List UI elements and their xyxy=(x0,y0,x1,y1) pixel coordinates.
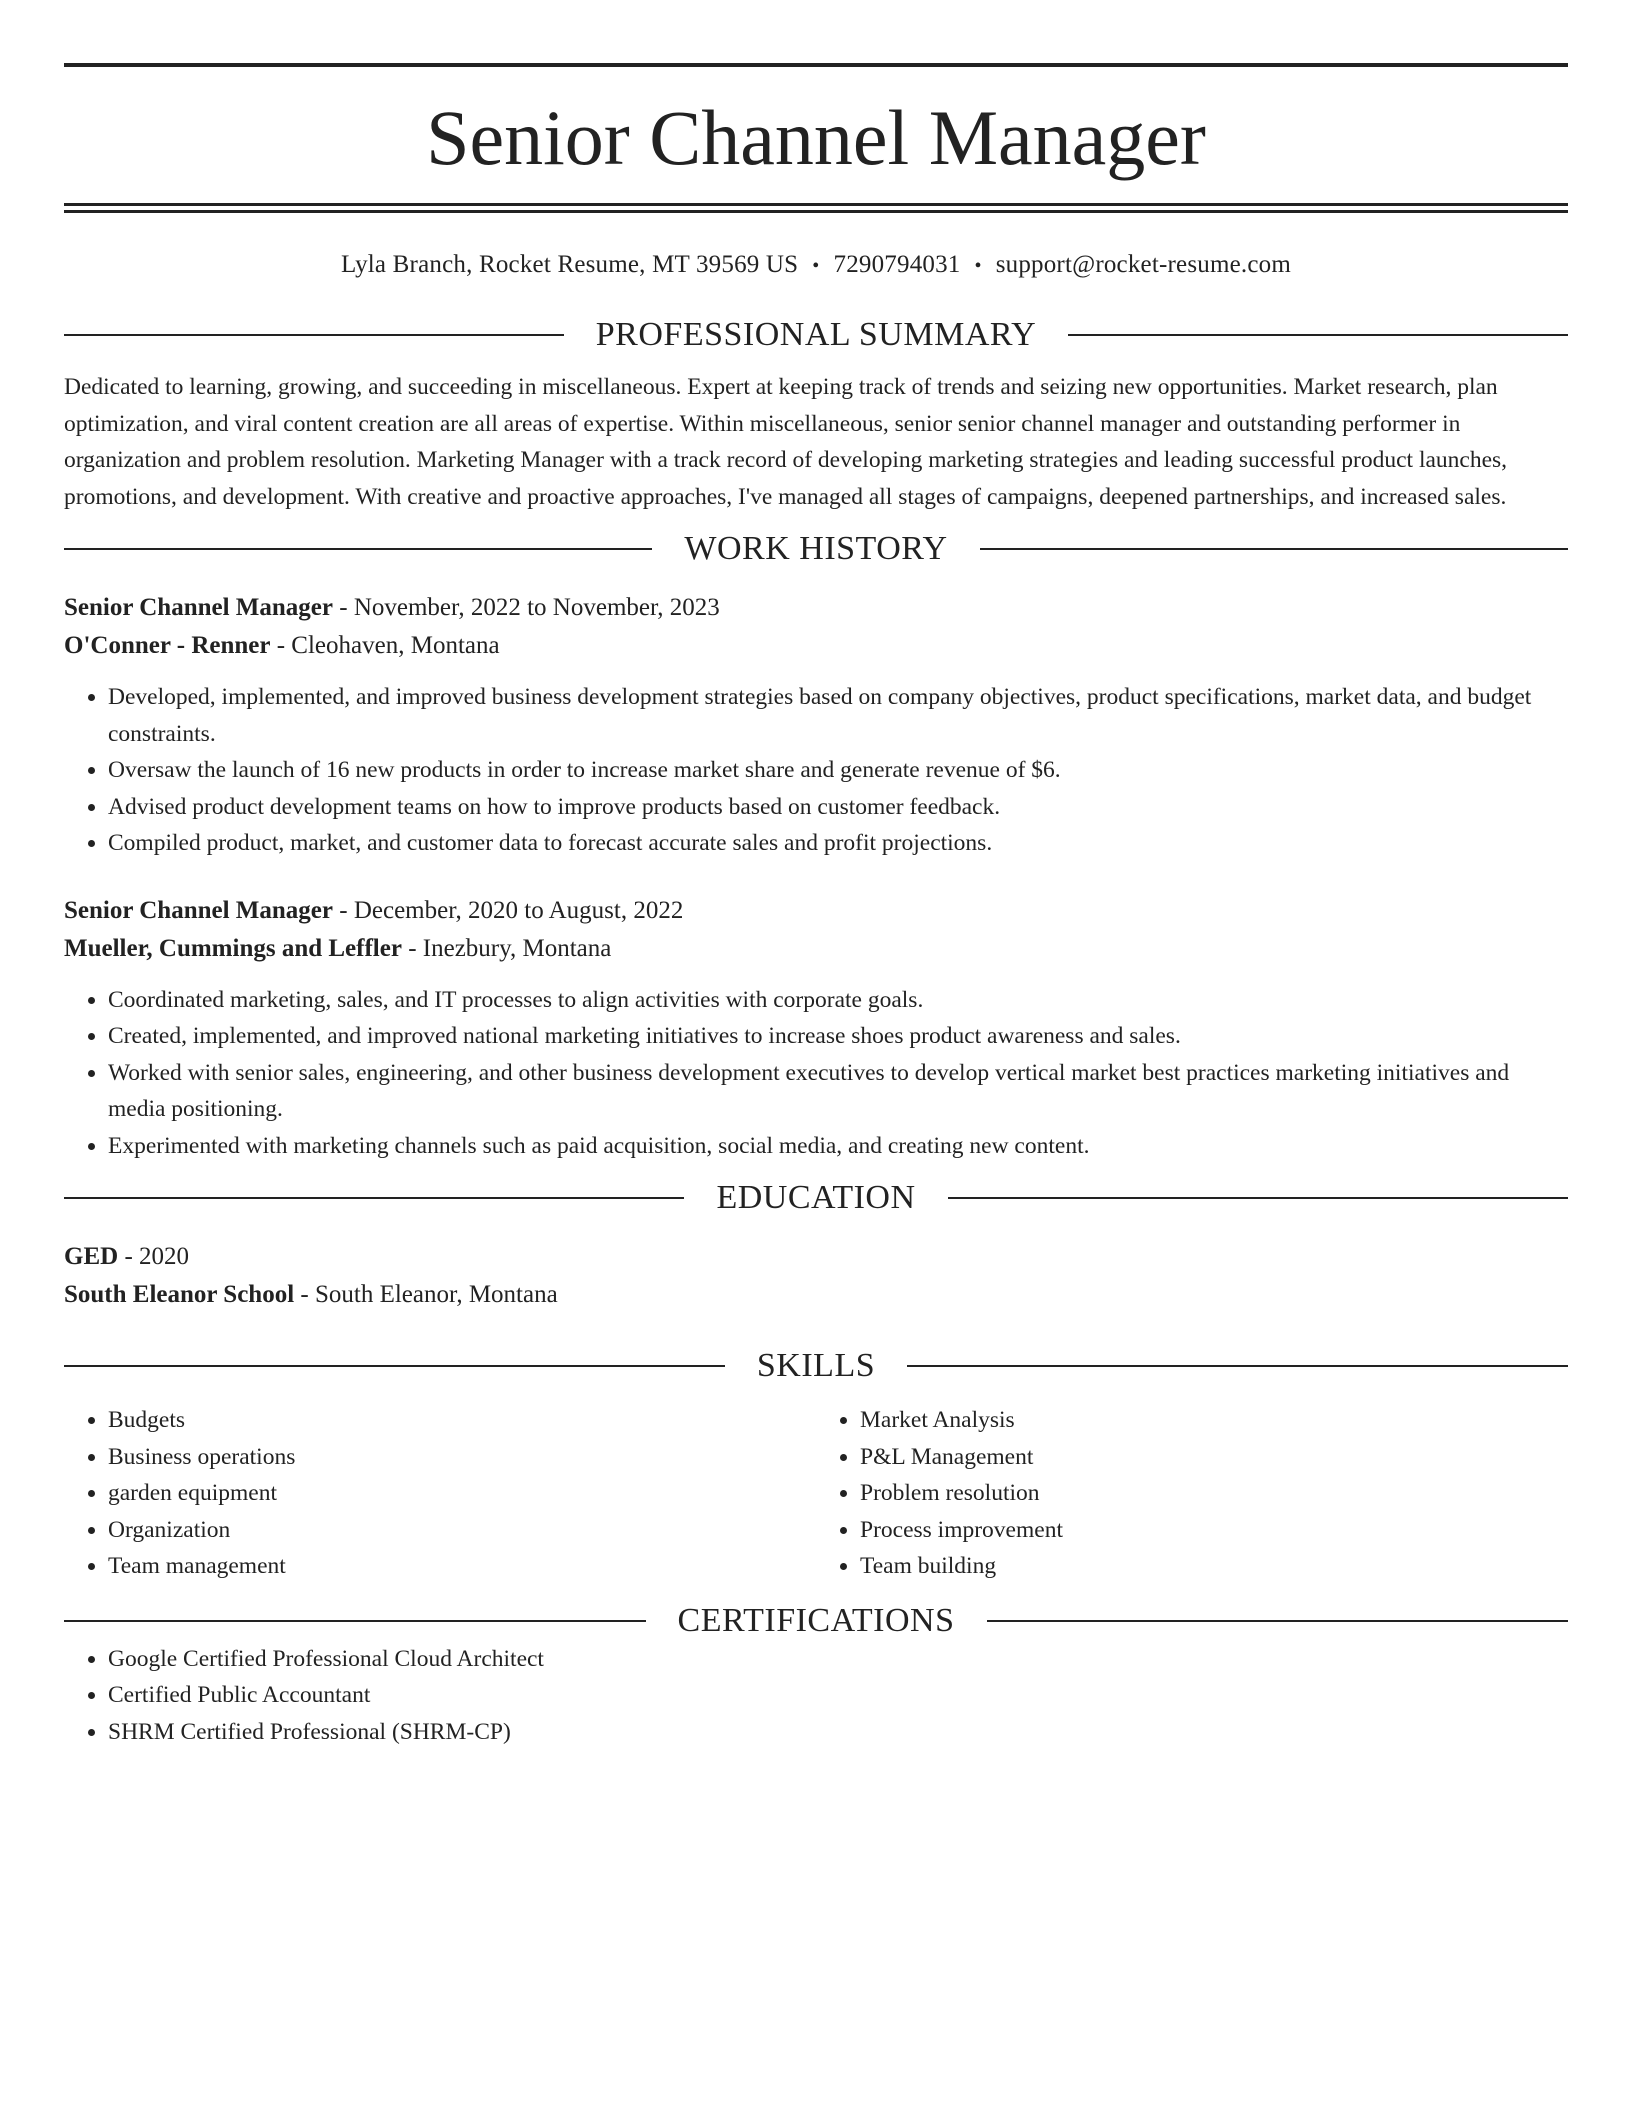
summary-heading xyxy=(64,315,1568,355)
contact-address: Lyla Branch, Rocket Resume, MT 39569 US xyxy=(341,251,799,278)
job-bullet: • Coordinated marketing, sales, and IT processes to align activities with corporate goals. xyxy=(108,982,1568,1019)
summary-heading-label: PROFESSIONAL SUMMARY xyxy=(595,316,1037,353)
job-role: Senior Channel Manager xyxy=(64,594,333,621)
certifications-heading-label: CERTIFICATIONS xyxy=(677,1601,955,1639)
heading-rule-right xyxy=(907,1365,1568,1367)
job-location: - Inezbury, Montana xyxy=(401,934,612,962)
contact-phone: 7290794031 xyxy=(833,251,961,278)
skill-item: • Team building xyxy=(860,1548,1568,1585)
contact-email: support@rocket-resume.com xyxy=(995,251,1291,278)
heading-rule-left xyxy=(64,334,564,336)
education-school: South Eleanor School xyxy=(64,1281,295,1308)
certification-item: • Certified Public Accountant xyxy=(108,1677,1568,1714)
certifications-list xyxy=(64,1641,1568,1751)
page-title: Senior Channel Manager xyxy=(426,94,1206,181)
job-company-line xyxy=(64,930,1568,968)
skill-item: • Team management xyxy=(108,1548,816,1585)
skills-column-left xyxy=(64,1402,816,1585)
job-bullet: • Compiled product, market, and customer data to forecast accurate sales and profit projections. xyxy=(108,825,1568,862)
work-history-heading xyxy=(64,529,1568,569)
skill-item: • Business operations xyxy=(108,1439,816,1476)
job-dates: - November, 2022 to November, 2023 xyxy=(333,594,720,621)
skill-item: • garden equipment xyxy=(108,1475,816,1512)
skill-item: • Problem resolution xyxy=(860,1475,1568,1512)
heading-rule-right xyxy=(1068,334,1568,336)
heading-rule-left xyxy=(64,1620,646,1622)
heading-rule-right xyxy=(948,1197,1568,1199)
heading-rule-right xyxy=(980,548,1568,550)
job-company: Mueller, Cummings and Leffler xyxy=(64,934,402,962)
top-rule xyxy=(64,63,1568,67)
summary-text: Dedicated to learning, growing, and succeeding in miscellaneous. Expert at keeping track of trends and seizing new opportunities. Market research, plan optimization, and viral content creation are all areas of expertise. Within miscellaneous, senior senior channel manager and outstanding performer in organization and problem resolution. Marketing Manager with a track record of developing marketing strategies and leading successful product launches, promotions, and development. With creative and proactive approaches, I've managed all stages of campaigns, deepened partnerships, and increased sales. xyxy=(64,374,1508,510)
job-bullets xyxy=(64,982,1568,1165)
job-company-line xyxy=(64,627,1568,665)
job-bullet: • Developed, implemented, and improved business development strategies based on company objectives, product specifications, market data, and budget constraints. xyxy=(108,679,1568,752)
education-degree: GED xyxy=(64,1243,119,1270)
education-location: - South Eleanor, Montana xyxy=(294,1281,558,1308)
job-role: Senior Channel Manager xyxy=(64,896,333,924)
education-heading xyxy=(64,1178,1568,1218)
education-heading-label: EDUCATION xyxy=(716,1179,916,1216)
skill-item: • Market Analysis xyxy=(860,1402,1568,1439)
skills-list xyxy=(64,1402,1568,1585)
job-dates: - December, 2020 to August, 2022 xyxy=(333,896,684,924)
job-bullet: • Advised product development teams on how to improve products based on customer feedback. xyxy=(108,789,1568,826)
contact-line xyxy=(64,249,1568,281)
education-school-line xyxy=(64,1276,1568,1314)
contact-separator: • xyxy=(974,255,982,277)
education-entry xyxy=(64,1238,1568,1314)
contact-separator: • xyxy=(812,255,820,277)
heading-rule-left xyxy=(64,1365,725,1367)
skills-heading xyxy=(64,1346,1568,1386)
skills-column-right xyxy=(816,1402,1568,1585)
job-title-line xyxy=(64,892,1568,930)
job-company: O'Conner - Renner xyxy=(64,632,271,659)
certifications-heading xyxy=(64,1601,1568,1641)
job-location: - Cleohaven, Montana xyxy=(270,632,500,659)
heading-rule-right xyxy=(987,1620,1569,1622)
job-bullet: • Created, implemented, and improved national marketing initiatives to increase shoes product awareness and sales. xyxy=(108,1018,1568,1055)
skill-item: • Process improvement xyxy=(860,1512,1568,1549)
job-bullet: • Oversaw the launch of 16 new products in order to increase market share and generate revenue of $6. xyxy=(108,752,1568,789)
job-bullet: • Experimented with marketing channels such as paid acquisition, social media, and creating new content. xyxy=(108,1128,1568,1165)
job-title-line xyxy=(64,589,1568,627)
education-year: - 2020 xyxy=(118,1243,190,1270)
skills-heading-label: SKILLS xyxy=(756,1347,876,1384)
skill-item: • P&L Management xyxy=(860,1439,1568,1476)
heading-rule-left xyxy=(64,548,652,550)
job-entry xyxy=(64,589,1568,862)
job-bullets xyxy=(64,679,1568,862)
skill-item: • Organization xyxy=(108,1512,816,1549)
certification-item: • Google Certified Professional Cloud Architect xyxy=(108,1641,1568,1678)
certification-item: • SHRM Certified Professional (SHRM-CP) xyxy=(108,1714,1568,1751)
skill-item: • Budgets xyxy=(108,1402,816,1439)
work-history-heading-label: WORK HISTORY xyxy=(684,530,948,567)
job-entry xyxy=(64,892,1568,1165)
heading-rule-left xyxy=(64,1197,684,1199)
education-degree-line xyxy=(64,1238,1568,1276)
job-bullet: • Worked with senior sales, engineering, and other business development executives to develop vertical market best practices marketing initiatives and media positioning. xyxy=(108,1055,1568,1128)
title-double-rule xyxy=(64,203,1568,213)
